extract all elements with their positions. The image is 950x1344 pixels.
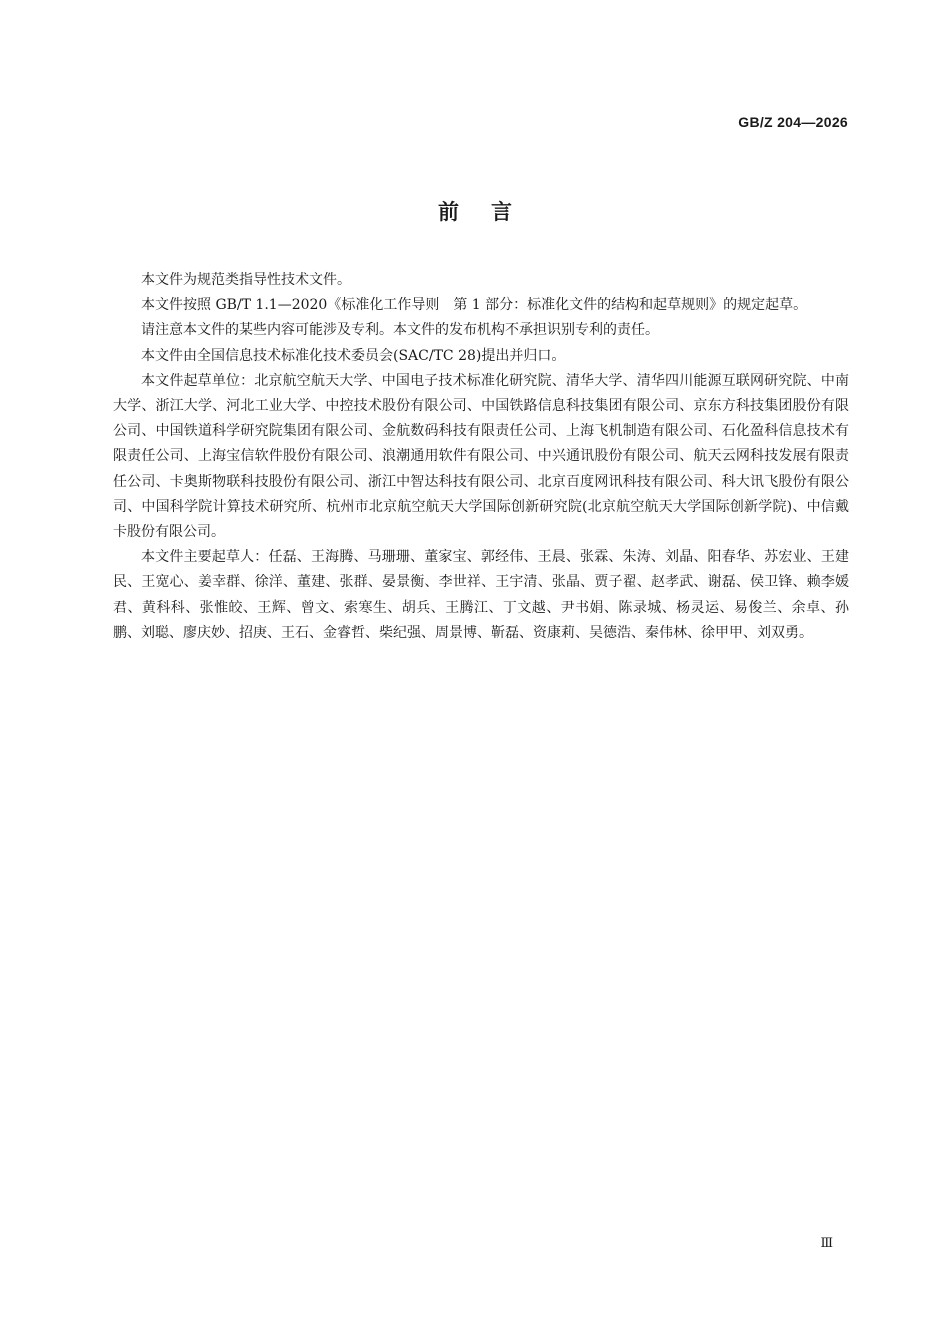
page-title: 前言 [438,200,544,224]
paragraph-drafters: 本文件主要起草人：任磊、王海腾、马珊珊、董家宝、郭经伟、王晨、张霖、朱涛、刘晶、阳春华、苏宏业、王建民、王宽心、姜幸群、徐洋、董建、张群、晏景衡、李世祥、王宇清、张晶、贾子翟、赵孝武、谢磊、侯卫锋、赖李媛君、黄科科、张惟皎、王辉、曾文、索寒生、胡兵、王腾江、丁文越、尹书娟、陈录城、杨灵运、易俊兰、余卓、孙鹏、刘聪、廖庆妙、招庚、王石、金睿哲、柴纪强、周景博、靳磊、资康莉、吴德浩、秦伟林、徐甲甲、刘双勇。 [113,549,849,641]
foreword-body [113,268,849,646]
document-code: GB/Z 204—2026 [738,114,848,130]
paragraph-drafting-units: 本文件起草单位：北京航空航天大学、中国电子技术标准化研究院、清华大学、清华四川能源互联网研究院、中南大学、浙江大学、河北工业大学、中控技术股份有限公司、中国铁路信息科技集团有限公司、京东方科技集团股份有限公司、中国铁道科学研究院集团有限公司、金航数码科技有限责任公司、上海飞机制造有限公司、石化盈科信息技术有限责任公司、上海宝信软件股份有限公司、浪潮通用软件有限公司、中兴通讯股份有限公司、航天云网科技发展有限责任公司、卡奥斯物联科技股份有限公司、浙江中智达科技有限公司、北京百度网讯科技有限公司、科大讯飞股份有限公司、中国科学院计算技术研究所、杭州市北京航空航天大学国际创新研究院(北京航空航天大学国际创新学院)、中信戴卡股份有限公司。 [113,372,849,541]
paragraph-proposer: 本文件由全国信息技术标准化技术委员会(SAC/TC 28)提出并归口。 [141,347,566,364]
paragraph-document-type: 本文件为规范类指导性技术文件。 [141,272,351,288]
paragraph-patent-notice: 请注意本文件的某些内容可能涉及专利。本文件的发布机构不承担识别专利的责任。 [141,322,659,339]
paragraph-drafting-rules: 本文件按照 GB/T 1.1—2020《标准化工作导则 第 1 部分：标准化文件的结构和起草规则》的规定起草。 [141,297,808,314]
page-number: Ⅲ [820,1236,833,1251]
